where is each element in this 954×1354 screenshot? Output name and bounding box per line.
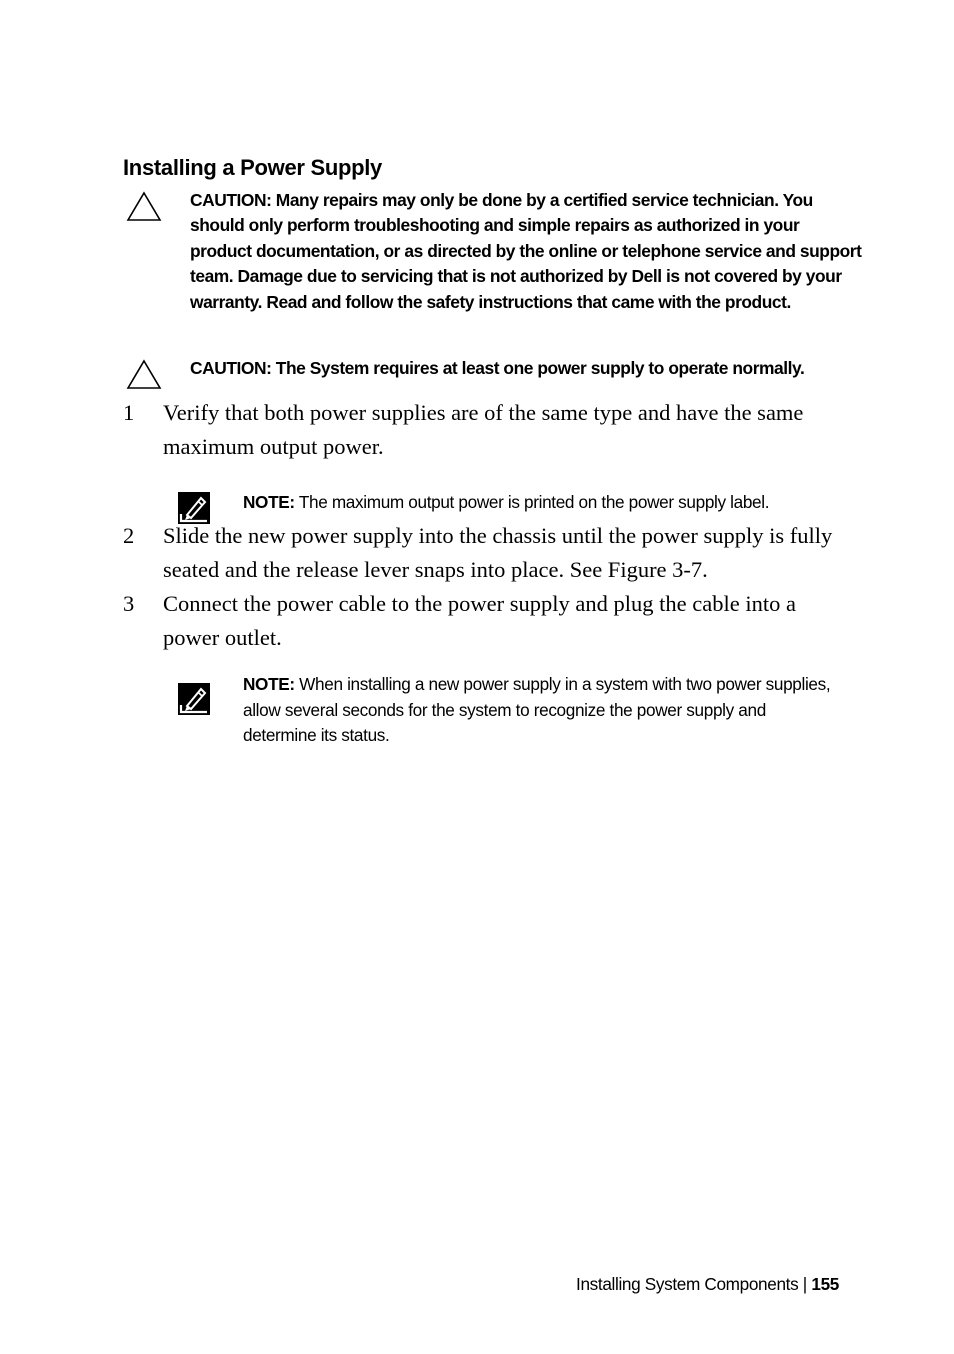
caution-text: CAUTION: Many repairs may only be done by a certified service technician. You should only perform troubleshooting and simple repairs as authorized in your product documentation, or as directed by the online or telephone service and support team. Damage due to servicing that is not authorized by Dell is not covered by your warranty. Read and follow the safety instructions that came with the product.: [190, 190, 862, 312]
step-text: Connect the power cable to the power supply and plug the cable into a power outlet.: [163, 591, 796, 650]
step-number: 2: [123, 523, 135, 548]
note-pencil-icon: [178, 683, 210, 715]
footer-separator: |: [802, 1274, 807, 1294]
caution-triangle-icon: [126, 191, 162, 223]
caution-text: CAUTION: The System requires at least one power supply to operate normally.: [190, 358, 805, 378]
step-text: Verify that both power supplies are of the same type and have the same maximum output power.: [163, 400, 804, 459]
page-footer: [576, 1272, 839, 1296]
note-text: [243, 672, 843, 749]
footer-chapter-title: Installing System Components: [576, 1274, 799, 1294]
step-number: 1: [123, 400, 135, 425]
note-body: The maximum output power is printed on the power supply label.: [298, 492, 770, 512]
step-number: 3: [123, 591, 135, 616]
step-text: Slide the new power supply into the chassis until the power supply is fully seated and the release lever snaps into place. See Figure 3-7.: [163, 523, 833, 582]
section-heading: Installing a Power Supply: [123, 155, 382, 180]
note-label: NOTE:: [243, 674, 295, 694]
caution-triangle-icon: [126, 359, 162, 391]
page-number: 155: [811, 1274, 839, 1294]
note-label: NOTE:: [243, 492, 295, 512]
note-text: [243, 490, 843, 516]
note-body: When installing a new power supply in a system with two power supplies, allow several seconds for the system to recognize the power supply and determine its status.: [243, 674, 831, 745]
